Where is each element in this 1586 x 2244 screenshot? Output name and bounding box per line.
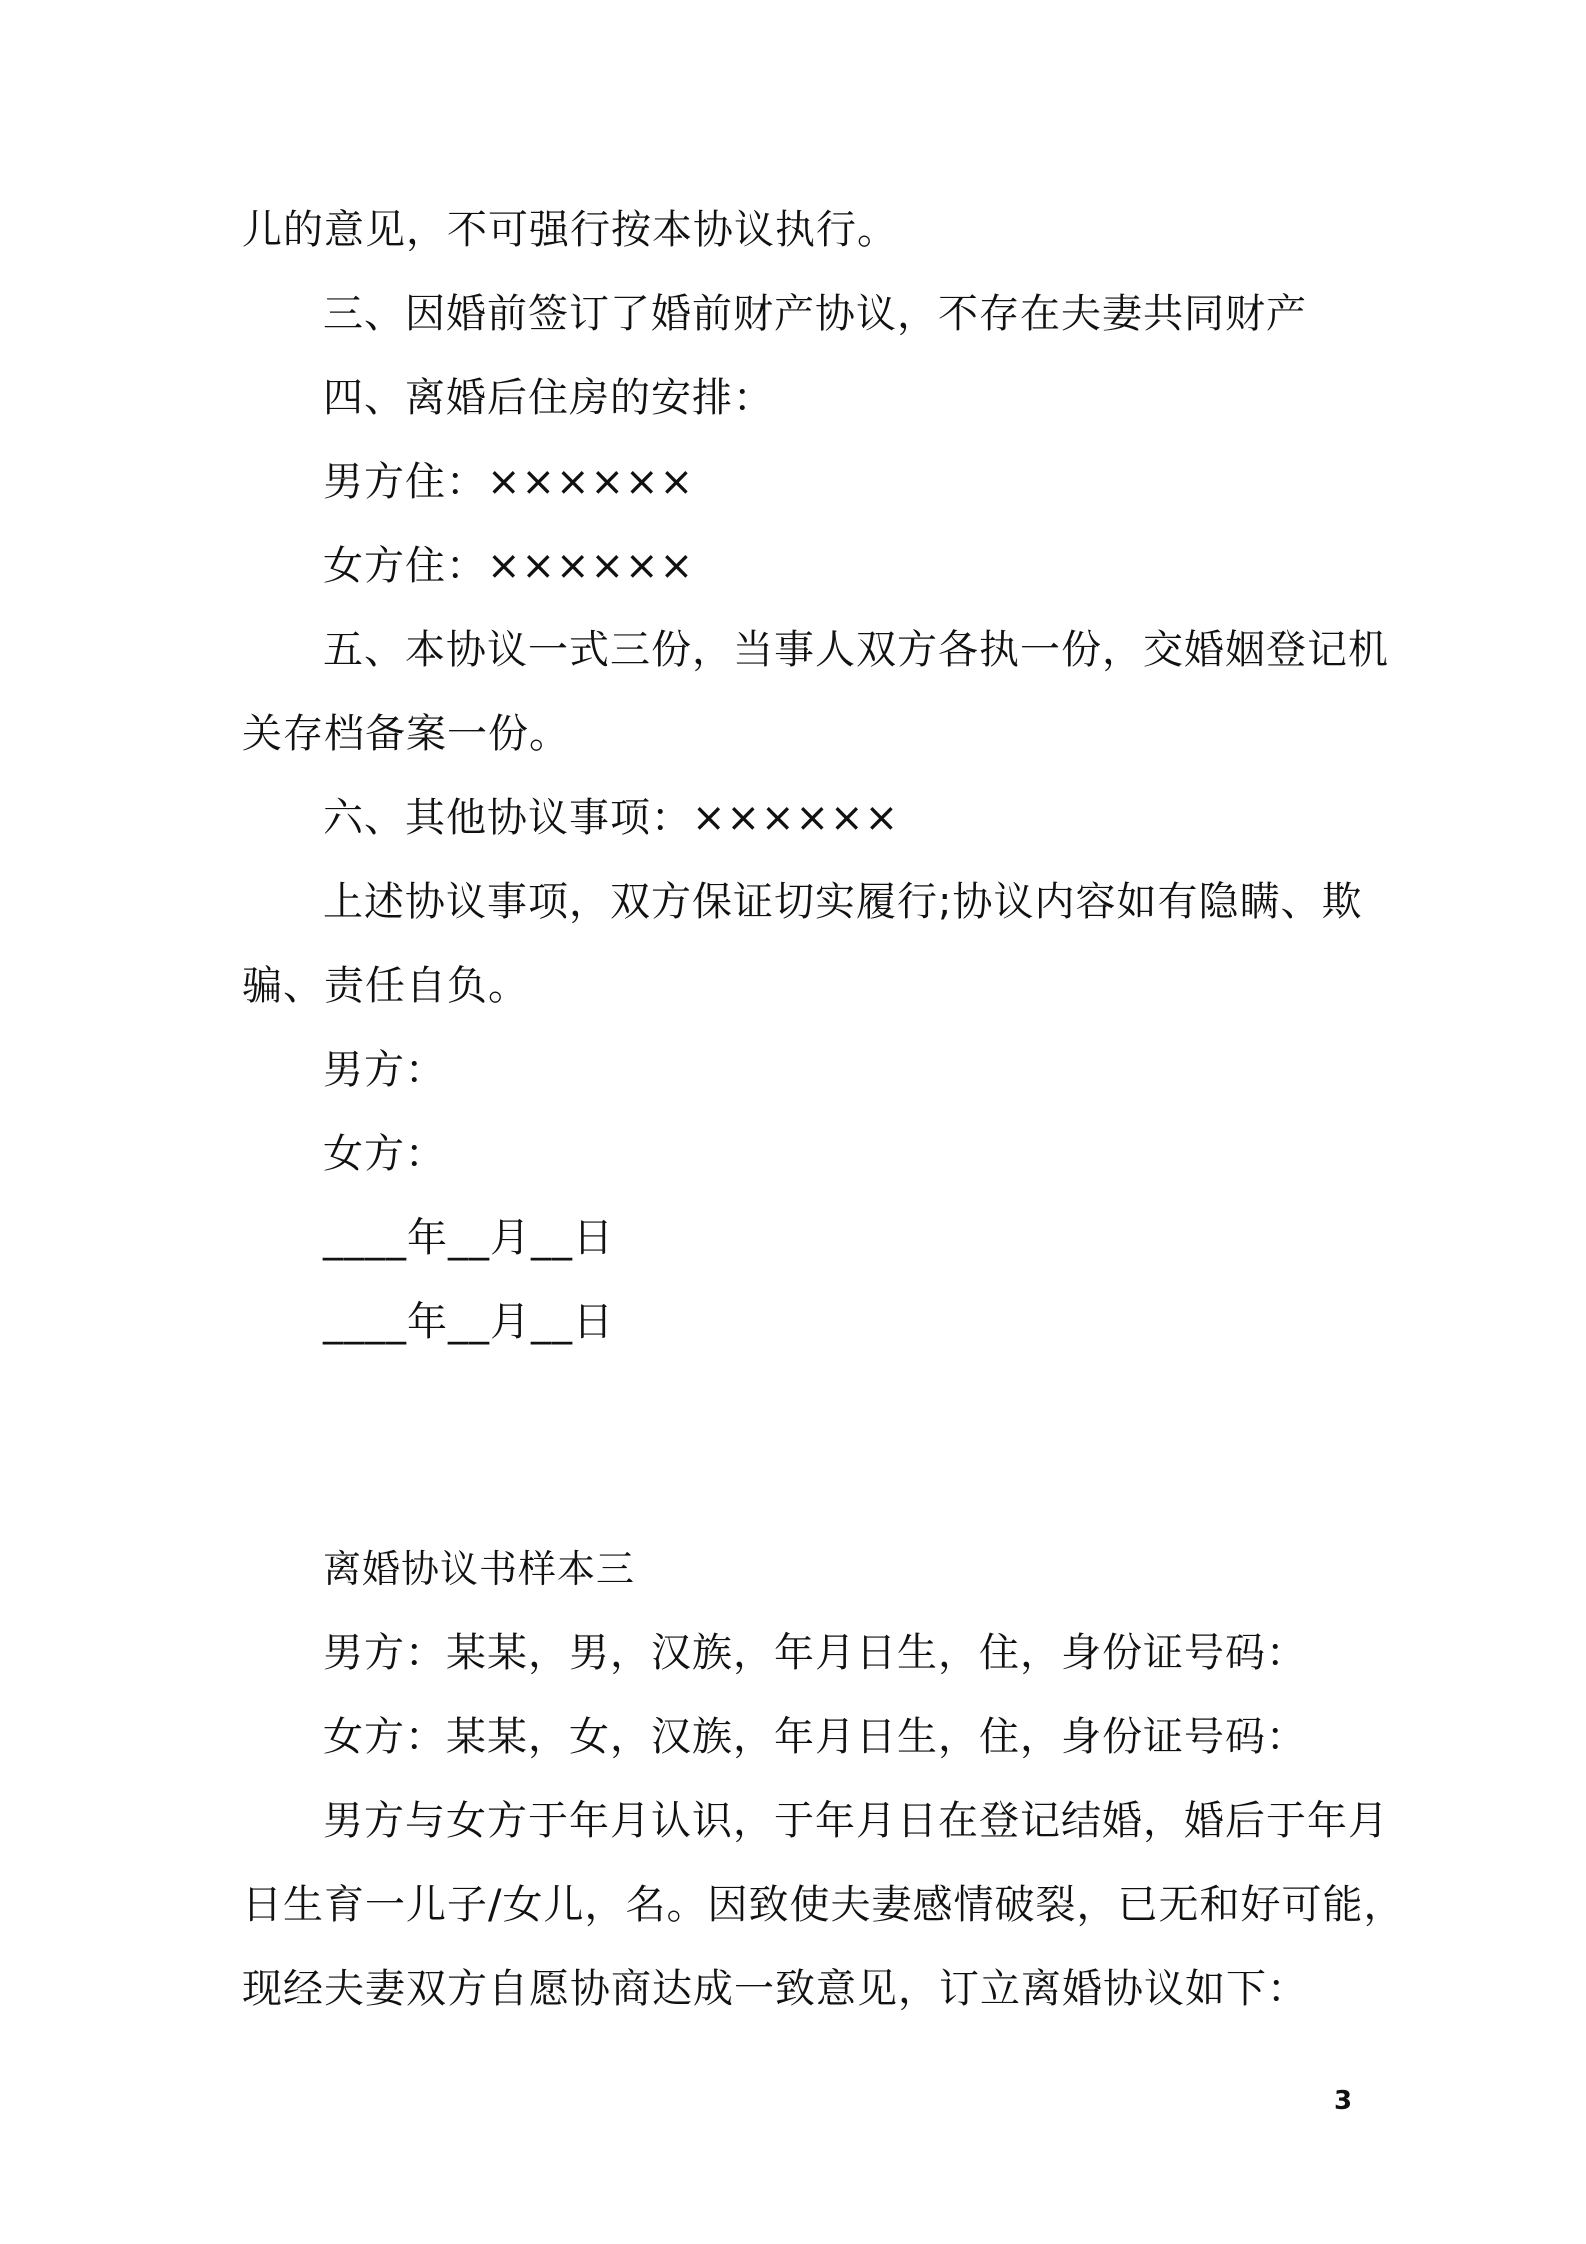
guarantee-line2: 骗、责任自负。	[242, 963, 529, 1009]
clause-five-line1: 五、本协议一式三份，当事人双方各执一份，交婚姻登记机	[323, 627, 1389, 673]
female-residence-line: 女方住：××××××	[323, 543, 695, 589]
date-line-2: ____年__月__日	[323, 1299, 614, 1345]
guarantee-line1: 上述协议事项，双方保证切实履行;协议内容如有隐瞒、欺	[323, 879, 1363, 925]
male-signature-label: 男方：	[323, 1047, 446, 1093]
female-signature-label: 女方：	[323, 1131, 446, 1177]
male-residence-line: 男方住：××××××	[323, 459, 695, 505]
page-number: 3	[1334, 2086, 1353, 2116]
intro-line3: 现经夫妻双方自愿协商达成一致意见，订立离婚协议如下：	[242, 1966, 1308, 2012]
male-info-line: 男方：某某，男，汉族，年月日生，住，身份证号码：	[323, 1630, 1307, 1676]
clause-three: 三、因婚前签订了婚前财产协议，不存在夫妻共同财产	[323, 291, 1307, 337]
sample-three-title: 离婚协议书样本三	[323, 1547, 636, 1591]
intro-line1: 男方与女方于年月认识，于年月日在登记结婚，婚后于年月	[323, 1798, 1389, 1844]
clause-six: 六、其他协议事项：××××××	[323, 795, 900, 841]
intro-line2: 日生育一儿子/女儿，名。因致使夫妻感情破裂，已无和好可能，	[242, 1882, 1405, 1928]
date-line-1: ____年__月__日	[323, 1215, 614, 1261]
female-info-line: 女方：某某，女，汉族，年月日生，住，身份证号码：	[323, 1714, 1307, 1760]
clause-four: 四、离婚后住房的安排：	[323, 375, 774, 421]
clause-five-line2: 关存档备案一份。	[242, 711, 570, 757]
paragraph-continuation: 儿的意见，不可强行按本协议执行。	[242, 207, 898, 253]
